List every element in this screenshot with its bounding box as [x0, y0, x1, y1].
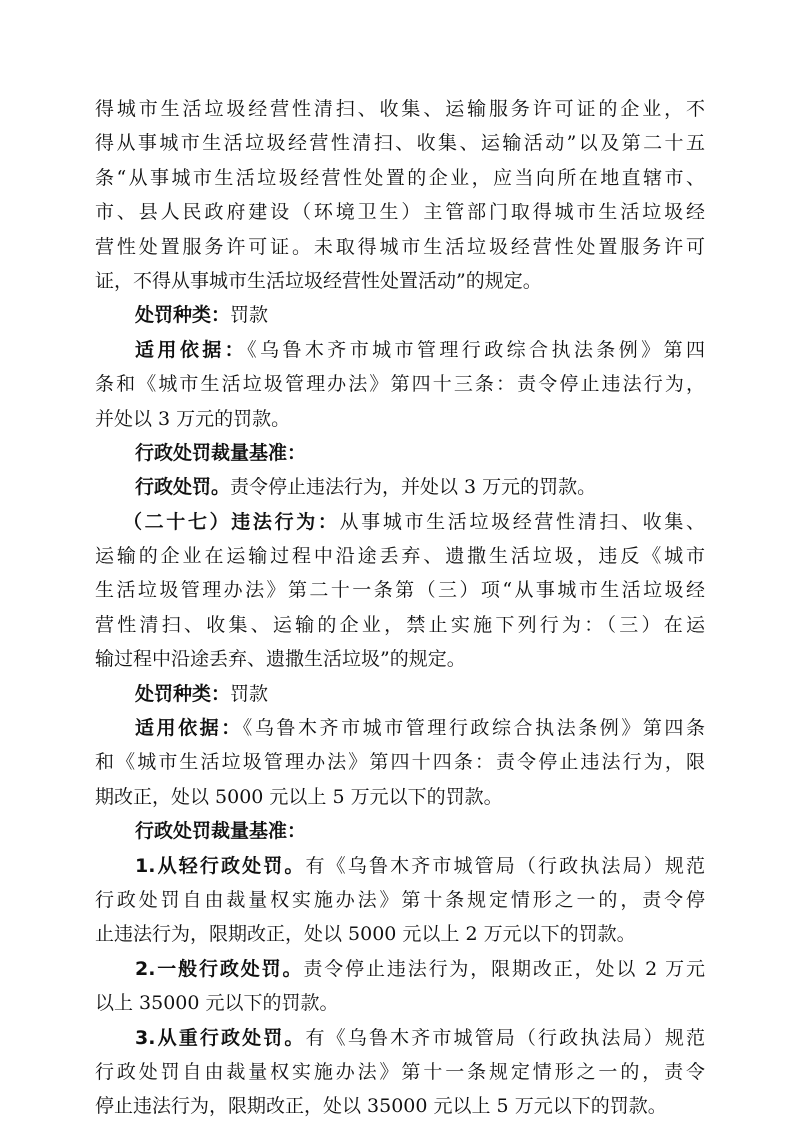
general-penalty-text: 责令停止违法行为，限期改正，处以 2 万元 [303, 957, 705, 980]
text-line: 行政处罚自由裁量权实施办法》第十一条规定情形之一的，责令 [95, 1060, 705, 1083]
penalty-value: 责令停止违法行为，并处以 3 万元的罚款。 [230, 476, 597, 499]
text-line: 得城市生活垃圾经营性清扫、收集、运输服务许可证的企业，不 [95, 98, 705, 120]
text-line: 停止违法行为，限期改正，处以 35000 元以上 5 万元以下的罚款。 [95, 1095, 667, 1118]
text-line: 市、县人民政府建设（环境卫生）主管部门取得城市生活垃圾经 [95, 201, 705, 224]
text-line: 和《城市生活垃圾管理办法》第四十四条：责令停止违法行为，限 [95, 751, 705, 774]
legal-basis-line [95, 333, 705, 367]
general-penalty-line [95, 952, 705, 986]
penalty-type-value: 罚款 [230, 682, 269, 705]
text-line: 营性处置服务许可证。未取得城市生活垃圾经营性处置服务许可 [95, 235, 705, 258]
penalty-type-label: 处罚种类： [135, 304, 231, 327]
document-page [95, 92, 705, 1124]
text-line: 输过程中沿途丢弃、遗撒生活垃圾”的规定。 [95, 648, 466, 671]
discretion-heading [95, 814, 705, 848]
text-line: 证，不得从事城市生活垃圾经营性处置活动”的规定。 [95, 269, 542, 292]
text-line: 生活垃圾管理办法》第二十一条第（三）项“从事城市生活垃圾经 [95, 579, 705, 602]
penalty-type-label: 处罚种类： [135, 682, 231, 705]
text-line: 止违法行为，限期改正，处以 5000 元以上 2 万元以下的罚款。 [95, 923, 636, 946]
text-line: 并处以 3 万元的罚款。 [95, 407, 291, 430]
violation-heading-label: （二十七）违法行为： [123, 510, 340, 533]
legal-basis-label: 适用依据： [135, 717, 243, 740]
text-line: 营性清扫、收集、运输的企业，禁止实施下列行为：（三）在运 [95, 613, 705, 636]
severe-penalty-line [95, 1021, 705, 1055]
penalty-type-value: 罚款 [230, 304, 269, 327]
penalty-type-line [95, 298, 705, 332]
text-line: 以上 35000 元以下的罚款。 [95, 992, 339, 1015]
text-line: 运输的企业在运输过程中沿途丢弃、遗撒生活垃圾，违反《城市 [95, 545, 705, 568]
severe-penalty-text: 有《乌鲁木齐市城管局（行政执法局）规范 [305, 1026, 705, 1049]
violation-heading-line [95, 505, 705, 539]
penalty-type-line [95, 677, 705, 711]
text-line: 行政处罚自由裁量权实施办法》第十条规定情形之一的，责令停 [95, 888, 705, 911]
text-line: 条“从事城市生活垃圾经营性处置的企业，应当向所在地直辖市、 [95, 166, 705, 189]
violation-heading-text: 从事城市生活垃圾经营性清扫、收集、 [339, 510, 705, 533]
legal-basis-value: 《乌鲁木齐市城市管理行政综合执法条例》第四 [247, 338, 705, 361]
text-line: 期改正，处以 5000 元以上 5 万元以下的罚款。 [95, 785, 503, 808]
discretion-heading [95, 436, 705, 470]
lenient-penalty-line [95, 849, 705, 883]
lenient-penalty-label: 1.从轻行政处罚。 [135, 854, 306, 877]
penalty-line [95, 470, 705, 504]
severe-penalty-label: 3.从重行政处罚。 [135, 1026, 306, 1049]
legal-basis-label: 适用依据： [135, 338, 248, 361]
discretion-heading-label: 行政处罚裁量基准： [135, 820, 307, 843]
legal-basis-line [95, 711, 705, 745]
penalty-label: 行政处罚。 [135, 476, 231, 499]
legal-basis-value: 《乌鲁木齐市城市管理行政综合执法条例》第四条 [242, 717, 705, 740]
lenient-penalty-text: 有《乌鲁木齐市城管局（行政执法局）规范 [305, 854, 705, 877]
text-line: 得从事城市生活垃圾经营性清扫、收集、运输活动”以及第二十五 [95, 132, 705, 155]
discretion-heading-label: 行政处罚裁量基准： [135, 441, 307, 464]
general-penalty-label: 2.一般行政处罚。 [135, 957, 304, 980]
text-line: 条和《城市生活垃圾管理办法》第四十三条：责令停止违法行为， [95, 373, 705, 396]
